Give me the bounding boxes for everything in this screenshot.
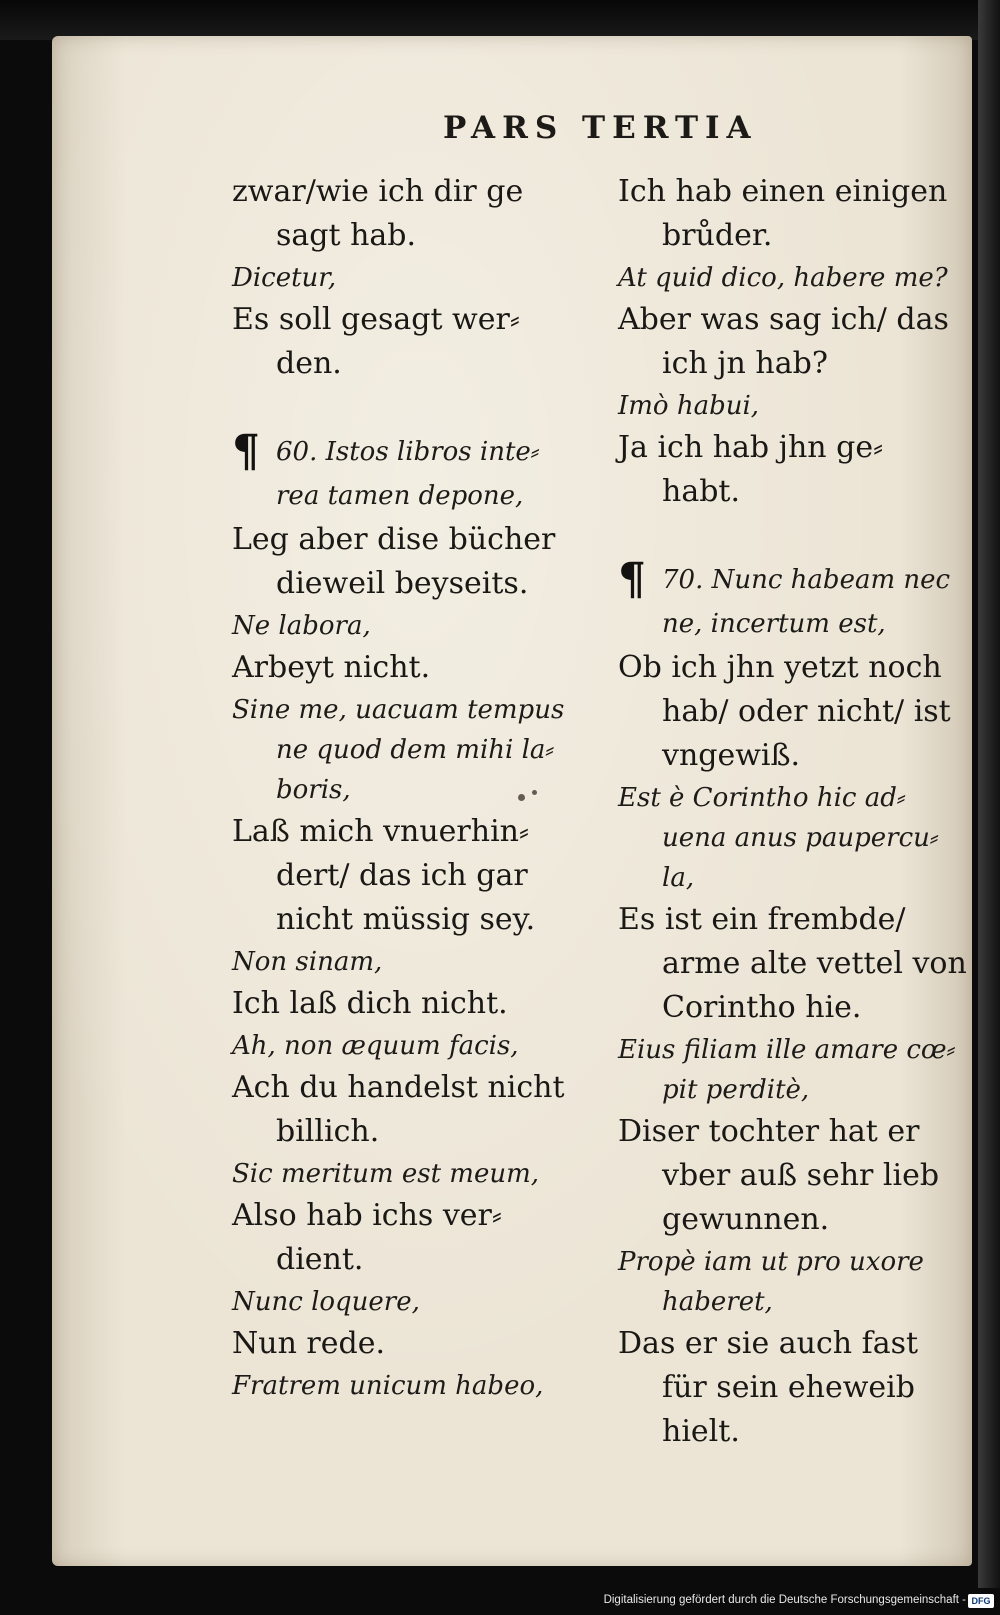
latin-line: At quid dico, habere me? [618, 263, 948, 293]
latin-line: Imò habui, [618, 391, 760, 421]
german-line: Es ist ein frembde/ arme alte vettel von Corintho hie. [618, 902, 967, 1025]
section-latin-text: 60. Istos libros inte⸗ rea tamen depone, [276, 437, 540, 511]
latin-line: Dicetur, [232, 263, 337, 293]
german-line: Ich hab einen einigen brůder. [618, 174, 948, 253]
german-line: Nun rede. [232, 1326, 386, 1361]
running-head: PARS TERTIA [443, 110, 758, 146]
german-line: Ja ich hab jhn ge⸗ habt. [618, 430, 884, 509]
section-latin-text: 70. Nunc habeam nec ne, incertum est, [662, 565, 951, 639]
section-heading [232, 426, 572, 518]
scan-background-top [0, 0, 1000, 40]
pilcrow-icon: ¶ [618, 554, 646, 605]
digitization-credit: Digitalisierung gefördert durch die Deutsche Forschungsgemeinschaft - [603, 1594, 966, 1606]
latin-line: Nunc loquere, [232, 1287, 420, 1317]
left-text-column [232, 170, 572, 1406]
latin-line: Non sinam, [232, 947, 383, 977]
german-line: Laß mich vnuerhin⸗ dert/ das ich gar nicht müssig sey. [232, 814, 536, 937]
german-line: Es soll gesagt wer⸗ den. [232, 302, 520, 381]
german-line: zwar/wie ich dir ge sagt hab. [232, 174, 524, 253]
section-gap [232, 386, 572, 430]
scan-background-right [978, 0, 1000, 1615]
latin-line: Sic meritum est meum, [232, 1159, 539, 1189]
german-line: Aber was sag ich/ das ich jn hab? [618, 302, 949, 381]
pilcrow-icon: ¶ [232, 426, 260, 477]
german-line: Ach du handelst nicht billich. [232, 1070, 565, 1149]
latin-line: Propè iam ut pro uxore haberet, [618, 1247, 924, 1317]
latin-line: Sine me, uacuam tempus ne quod dem mihi la⸗ boris, [232, 695, 565, 805]
german-line: Ob ich jhn yetzt noch hab/ oder nicht/ ist vngewiß. [618, 650, 951, 773]
latin-line: Est è Corintho hic ad⸗ uena anus paupercu⸗ la, [618, 783, 939, 893]
latin-line: Ah, non æquum facis, [232, 1031, 519, 1061]
section-heading [618, 554, 968, 646]
german-line: Das er sie auch fast für sein eheweib hielt. [618, 1326, 919, 1449]
german-line: Leg aber dise bücher dieweil beyseits. [232, 522, 556, 601]
german-line: Ich laß dich nicht. [232, 986, 508, 1021]
german-line: Also hab ichs ver⸗ dient. [232, 1198, 502, 1277]
latin-line: Ne labora, [232, 611, 371, 641]
german-line: Arbeyt nicht. [232, 650, 431, 685]
right-text-column [618, 170, 968, 1454]
dfg-logo: DFG [968, 1594, 994, 1608]
section-gap [618, 514, 968, 558]
german-line: Diser tochter hat er vber auß sehr lieb gewunnen. [618, 1114, 940, 1237]
latin-line: Eius filiam ille amare cœ⸗ pit perditè, [618, 1035, 956, 1105]
latin-line: Fratrem unicum habeo, [232, 1371, 544, 1401]
